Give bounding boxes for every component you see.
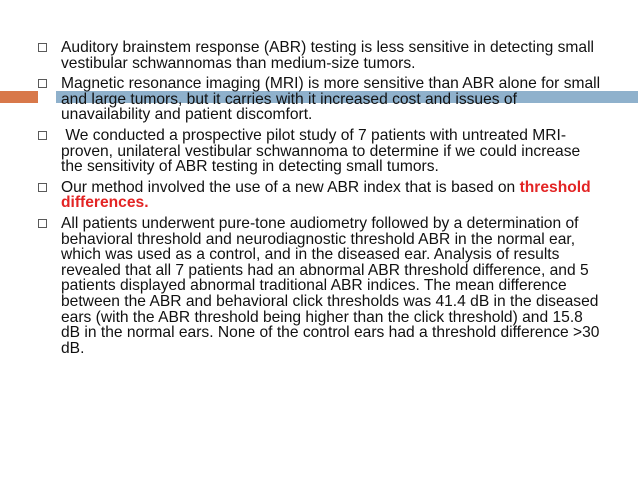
bullet-list <box>35 40 603 361</box>
bullet-text: Magnetic resonance imaging (MRI) is more sensitive than ABR alone for small and large tumors, but it carries with it increased cost and issues of unavailability and patient discomfort. <box>61 75 601 124</box>
bullet-item <box>35 40 603 71</box>
bullet-item <box>35 180 603 211</box>
square-bullet-icon <box>38 43 47 52</box>
square-bullet-icon <box>38 183 47 192</box>
accent-bar-left <box>0 91 38 103</box>
square-bullet-icon <box>38 131 47 140</box>
bullet-item <box>35 128 603 175</box>
bullet-text <box>61 180 603 211</box>
bullet-text: Auditory brainstem response (ABR) testing is less sensitive in detecting small vestibular schwannomas than medium-size tumors. <box>61 39 595 72</box>
bullet-text: All patients underwent pure-tone audiometry followed by a determination of behavioral threshold and neurodiagnostic threshold ABR in the normal ear, which was used as a control, and in the diseased ear. Analysis of results revealed that all 7 patients had an abnormal ABR threshold difference, and 5 patients displayed abnormal traditional ABR indices. The mean difference between the ABR and behavioral click thresholds was 41.4 dB in the diseased ears (with the ABR threshold being higher than the click threshold) and 15.8 dB in the normal ears. None of the control ears had a threshold difference >30 dB. <box>61 214 600 357</box>
bullet-text-main: Our method involved the use of a new ABR index that is based on <box>61 178 516 196</box>
square-bullet-icon <box>38 79 47 88</box>
square-bullet-icon <box>38 219 47 228</box>
bullet-text: We conducted a prospective pilot study of 7 patients with untreated MRI-proven, unilateral vestibular schwannoma to determine if we could increase the sensitivity of ABR testing in detecting small tumors. <box>61 126 585 176</box>
highlight-text: threshold differences. <box>61 178 591 212</box>
bullet-item <box>35 216 603 356</box>
bullet-item <box>35 76 603 123</box>
